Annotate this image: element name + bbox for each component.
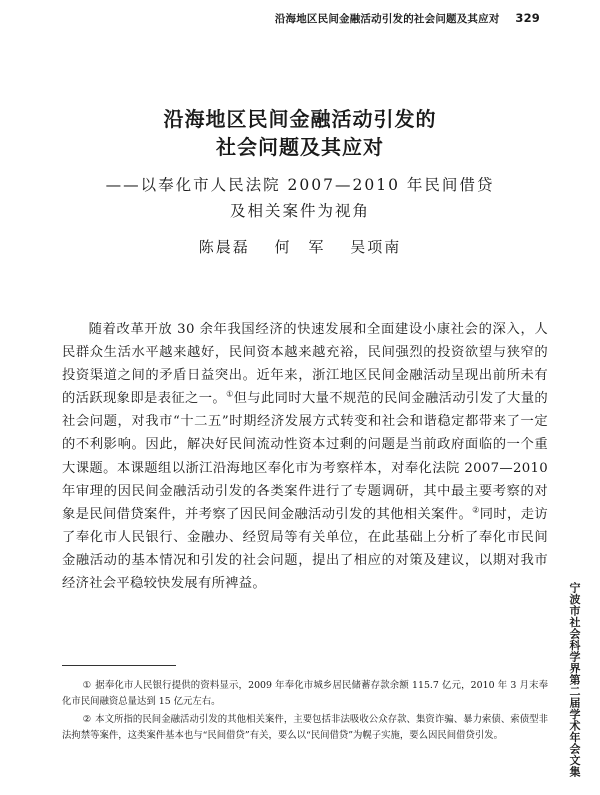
author-name: 何 军 bbox=[274, 238, 326, 256]
footnote-mark: ② bbox=[82, 714, 92, 725]
footnote-text: 本文所指的民间金融活动引发的其他相关案件，主要包括非法吸收公众存款、集资诈骗、暴力索债、索债型非法拘禁等案件，这类案件基本也与“民间借贷”有关，要么以“民间借贷”为幌子实施，要么因民间借贷引发。 bbox=[62, 714, 548, 741]
article-title-line-1: 沿海地区民间金融活动引发的 bbox=[163, 107, 437, 131]
body-paragraph bbox=[62, 318, 548, 595]
running-header bbox=[0, 11, 540, 26]
footnote-reference: ② bbox=[472, 505, 480, 515]
paragraph-continuation: 但与此同时大量不规范的民间金融活动引发了大量的社会问题，对我市“十二五”时期经济发展方式转变和社会和谐稳定都带来了一定的不利影响。因此，解决好民间流动性资本过剩的问题是当前政府面临的一个重大课题。本课题组以浙江沿海地区奉化市为考察样本，对奉化法院 2007—2010 年审理的因民间金融活动引发的各类案件进行了专题调研，其中最主要考察的对象是民间借贷案件，并考察了因民间金融活动引发的其他相关案件。 bbox=[62, 391, 548, 522]
footnote-mark: ① bbox=[82, 680, 92, 691]
collection-side-label: 宁波市社会科学界第二届学术年会文集 bbox=[568, 582, 581, 778]
article-subtitle-line-1: ——以奉化市人民法院 2007—2010 年民间借贷 bbox=[105, 176, 495, 194]
paragraph-start: 随着改革开放 30 余年我国经济的快速发展和全面建设小康社会的深入，人民群众生活水平越来越好，民间资本越来越充裕，民间强烈的投资欲望与狭窄的投资渠道之间的矛盾日益突出。近年来，浙江地区民间金融活动呈现出前所未有的活跃现象即是表征之一。 bbox=[62, 322, 548, 407]
author-list bbox=[0, 236, 600, 257]
footnote-divider bbox=[62, 665, 176, 666]
footnotes bbox=[62, 678, 548, 746]
footnote-reference: ① bbox=[226, 389, 234, 399]
author-name: 陈晨磊 bbox=[198, 238, 250, 256]
page-number: 329 bbox=[515, 11, 540, 25]
paragraph-end: 同时，走访了奉化市人民银行、金融办、经贸局等有关单位，在此基础上分析了奉化市民间金融活动的基本情况和引发的社会问题，提出了相应的对策及建议，以期对我市经济社会平稳较快发展有所裨益。 bbox=[62, 506, 548, 592]
running-title: 沿海地区民间金融活动引发的社会问题及其应对 bbox=[274, 13, 500, 25]
author-name: 吴项南 bbox=[350, 238, 402, 256]
article-subtitle-line-2: 及相关案件为视角 bbox=[229, 202, 370, 220]
footnote-item bbox=[62, 712, 548, 743]
footnote-text: 据奉化市人民银行提供的资料显示，2009 年奉化市城乡居民储蓄存款余额 115.7 亿元，2010 年 3 月末奉化市民间融资总量达到 15 亿元左右。 bbox=[62, 680, 549, 707]
footnote-item bbox=[62, 678, 548, 709]
article-title-line-2: 社会问题及其应对 bbox=[216, 135, 384, 159]
body-text bbox=[62, 318, 548, 595]
